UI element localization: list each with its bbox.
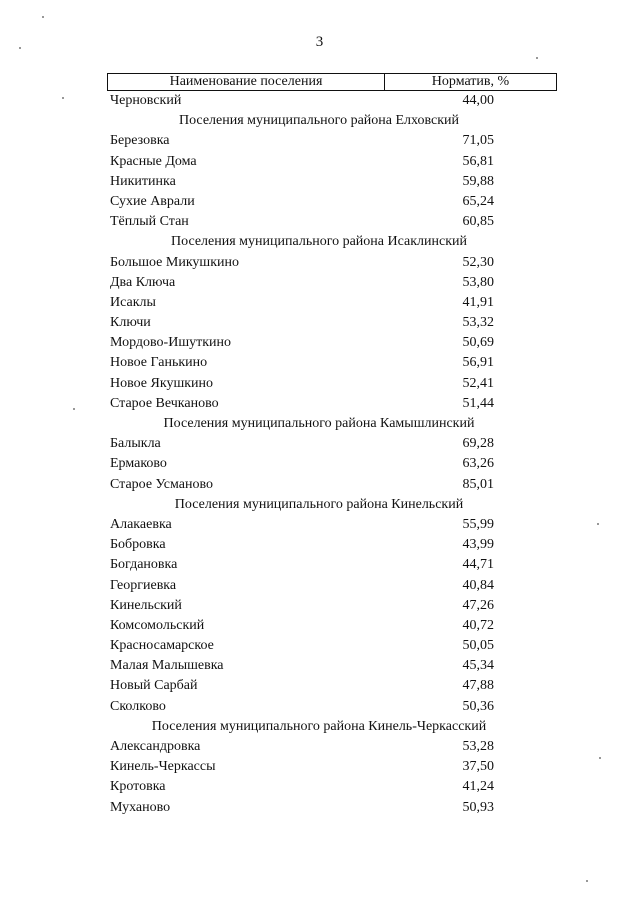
- settlement-name: Георгиевка: [110, 577, 177, 593]
- settlement-name: Старое Усманово: [110, 476, 213, 492]
- scan-speck: [73, 408, 75, 410]
- norm-value: 53,32: [462, 315, 494, 331]
- norm-value: 37,50: [462, 759, 494, 775]
- header-value-column: Норматив, %: [431, 74, 510, 89]
- table-row: [107, 737, 557, 757]
- norm-value: 59,88: [462, 173, 494, 189]
- table-row: [107, 353, 557, 373]
- table-row: [107, 636, 557, 656]
- settlement-name: Новое Якушкино: [110, 375, 214, 391]
- settlement-name: Малая Малышевка: [110, 658, 224, 674]
- scan-speck: [62, 97, 64, 99]
- table-row: [107, 333, 557, 353]
- norm-value: 52,41: [462, 375, 494, 391]
- norm-value: 47,88: [462, 678, 494, 694]
- settlement-name: Сухие Аврали: [110, 193, 195, 209]
- group-heading: Поселения муниципального района Кинельский: [174, 496, 464, 512]
- settlement-name: Богдановка: [110, 557, 178, 573]
- page-number: 3: [315, 34, 324, 50]
- norm-value: 51,44: [462, 395, 494, 411]
- settlement-name: Исаклы: [110, 294, 156, 310]
- settlement-name: Мордово-Ишуткино: [110, 335, 232, 351]
- table-row: [107, 374, 557, 394]
- norm-value: 56,81: [462, 153, 494, 169]
- header-name-column: Наименование поселения: [108, 74, 385, 90]
- table-row: [107, 313, 557, 333]
- norm-value: 43,99: [462, 537, 494, 553]
- settlement-name: Кинельский: [110, 597, 182, 613]
- norm-value: 50,93: [462, 799, 494, 815]
- settlement-name: Никитинка: [110, 173, 176, 189]
- table-row: [107, 273, 557, 293]
- group-heading: Поселения муниципального района Елховский: [178, 113, 460, 129]
- norm-value: 50,05: [462, 638, 494, 654]
- norm-value: 71,05: [462, 133, 494, 149]
- scan-speck: [586, 880, 588, 882]
- table-row: [107, 697, 557, 717]
- table-row: [107, 172, 557, 192]
- settlement-name: Березовка: [110, 133, 170, 149]
- settlement-name: Большое Микушкино: [110, 254, 240, 270]
- table-row: [107, 394, 557, 414]
- settlement-name: Комсомольский: [110, 617, 205, 633]
- table-row: [107, 576, 557, 596]
- settlement-name: Красносамарское: [110, 638, 214, 654]
- norm-value: 55,99: [462, 516, 494, 532]
- norm-value: 40,84: [462, 577, 494, 593]
- settlement-name: Ермаково: [110, 456, 167, 472]
- norm-value: 53,80: [462, 274, 494, 290]
- norm-value: 50,69: [462, 335, 494, 351]
- table-row: [107, 555, 557, 575]
- table-row: [107, 656, 557, 676]
- norm-value: 50,36: [462, 698, 494, 714]
- group-heading: Поселения муниципального района Исаклинский: [171, 234, 467, 250]
- norm-value: 41,91: [462, 294, 494, 310]
- norm-value: 56,91: [462, 355, 494, 371]
- settlement-name: Сколково: [110, 698, 166, 714]
- norm-value: 40,72: [462, 617, 494, 633]
- norm-value: 44,71: [462, 557, 494, 573]
- table-row: [107, 293, 557, 313]
- table-row: [107, 212, 557, 232]
- table-body: [107, 91, 557, 818]
- settlement-name: Александровка: [110, 739, 201, 754]
- table-row: [107, 131, 557, 151]
- settlement-name: Алакаевка: [110, 516, 172, 532]
- norm-value: 45,34: [462, 658, 494, 674]
- table-row: [107, 777, 557, 797]
- table-row: [107, 616, 557, 636]
- settlements-table: [107, 73, 557, 818]
- table-row: [107, 192, 557, 212]
- table-row: [107, 535, 557, 555]
- table-row: [107, 596, 557, 616]
- table-row: [107, 454, 557, 474]
- settlement-name: Старое Вечканово: [110, 395, 219, 411]
- table-row: [107, 434, 557, 454]
- scan-speck: [19, 47, 21, 49]
- settlement-name: Балыкла: [110, 436, 161, 452]
- norm-value: 65,24: [462, 193, 494, 209]
- table-row: [107, 253, 557, 273]
- norm-value: 53,28: [462, 739, 494, 754]
- settlement-name: Ключи: [110, 315, 151, 331]
- scan-speck: [599, 757, 601, 759]
- table-header: [107, 73, 557, 91]
- settlement-name: Новый Сарбай: [110, 678, 198, 694]
- norm-value: 52,30: [462, 254, 494, 270]
- scan-speck: [42, 16, 44, 18]
- table-row: [107, 91, 557, 111]
- scan-speck: [536, 57, 538, 59]
- settlement-name: Бобровка: [110, 537, 166, 553]
- table-row: [107, 757, 557, 777]
- settlement-name: Новое Ганькино: [110, 355, 208, 371]
- settlement-name: Кротовка: [110, 779, 166, 795]
- table-row: [107, 475, 557, 495]
- settlement-name: Красные Дома: [110, 153, 197, 169]
- settlement-name: Муханово: [110, 799, 171, 815]
- settlement-name: Два Ключа: [110, 274, 176, 290]
- norm-value: 63,26: [462, 456, 494, 472]
- norm-value: 60,85: [462, 214, 494, 230]
- settlement-name: Черновский: [110, 93, 182, 108]
- table-row: [107, 515, 557, 535]
- table-row: [107, 798, 557, 818]
- settlement-name: Тёплый Стан: [110, 214, 189, 230]
- norm-value: 44,00: [462, 93, 494, 108]
- table-row: [107, 676, 557, 696]
- norm-value: 47,26: [462, 597, 494, 613]
- norm-value: 85,01: [462, 476, 494, 492]
- group-heading: Поселения муниципального района Кинель-Черкасский: [151, 718, 487, 734]
- group-heading: Поселения муниципального района Камышлинский: [163, 416, 475, 431]
- norm-value: 41,24: [462, 779, 494, 795]
- settlement-name: Кинель-Черкассы: [110, 759, 216, 775]
- norm-value: 69,28: [462, 436, 494, 452]
- scan-speck: [597, 523, 599, 525]
- table-row: [107, 152, 557, 172]
